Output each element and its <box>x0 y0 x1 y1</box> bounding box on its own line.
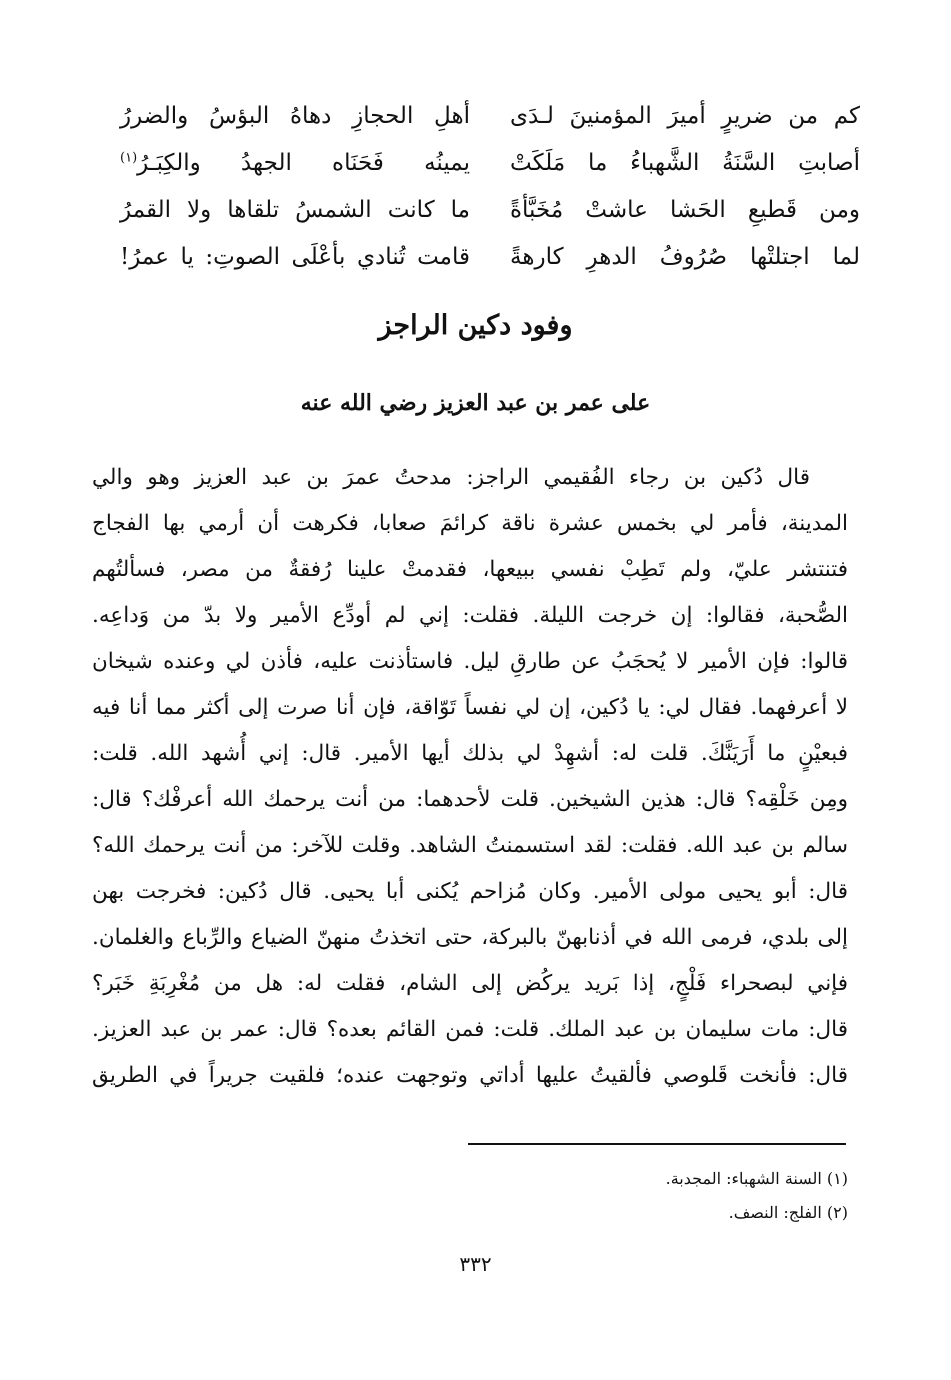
text-line: فبعيْنٍ ما أَرَيَنَّكَ. قلت له: أشهِدْ لي بذلك أيها الأمير. قال: إني أُشهد الله. قلت: <box>92 741 848 766</box>
footnote-number: (١) <box>826 1169 848 1188</box>
footnote-text: السنة الشهباء: المجدبة. <box>665 1169 822 1188</box>
page-number: ٣٣٢ <box>459 1252 492 1276</box>
footnote <box>666 1196 848 1230</box>
verse-first-hemistich: أصابتِ السَّنَةُ الشَّهباءُ ما مَلَكَتْ <box>510 149 860 176</box>
text-line <box>92 961 848 1007</box>
footnotes <box>666 1162 848 1230</box>
footnote-number: (٢) <box>826 1203 848 1222</box>
section-subtitle: على عمر بن عبد العزيز رضي الله عنه <box>300 390 651 416</box>
footnote-reference: (١) <box>120 149 138 165</box>
verse-first-hemistich: ومن قَطيعِ الحَشا عاشتْ مُخَبَّأةً <box>510 196 860 223</box>
verse-second-hemistich-text: يمينُه فَحَنَاه الجهدُ والكِبَـرُ <box>137 149 470 176</box>
verse <box>120 186 860 233</box>
footnote-separator <box>468 1143 846 1145</box>
text-line: سالم بن عبد الله. فقلت: لقد استسمنتُ الشاهد. وقلت للآخر: من أنت يرحمك الله؟ <box>92 833 848 858</box>
text-line: المدينة، فأمر لي بخمس عشرة ناقة كرائمَ صعابا، فكرهت أن أرمي بها الفجاج <box>92 511 848 536</box>
text-line: فتنتشر عليّ، ولم تَطِبْ نفسي ببيعها، فقدمتْ علينا رُفقةٌ من مصر، فسألتُهم <box>92 557 848 582</box>
verse <box>120 139 860 186</box>
text-line: إلى بلدي، فرمى الله في أذنابهنّ بالبركة، حتى اتخذتُ منهنّ الضياع والرِّباع والغلمان. <box>92 925 848 950</box>
verse-second-hemistich: ما كانت الشمسُ تلقاها ولا القمرُ <box>120 196 470 223</box>
verse-second-hemistich: أهلِ الحجازِ دهاهُ البؤسُ والضررُ <box>120 102 470 129</box>
text-line: قال دُكين بن رجاء الفُقيمي الراجز: مدحتُ عمرَ بن عبد العزيز وهو والي <box>92 465 810 490</box>
poem <box>120 92 860 280</box>
text-line: لا أعرفهما. فقال لي: يا دُكين، إن لي نفساً تَوّاقة، فإن أنا صرت إلى أكثر مما أنا فيه <box>92 695 848 720</box>
section-title: وفود دكين الراجز <box>378 310 573 341</box>
verse-second-hemistich: قامت تُنادي بأعْلَى الصوتِ: يا عمرُ! <box>120 243 470 270</box>
text-line: قال: فأنخت قَلوصي فألقيتُ عليها أداتي وتوجهت عنده؛ فلقيت جريراً في الطريق <box>92 1063 848 1088</box>
text-line-content: فإني لبصحراء فَلْجٍ، إذا بَريد يركُض إلى الشام، فقلت له: هل من مُغْرِبَةِ خَبَر؟ <box>92 971 848 996</box>
footnote-text: الفلج: النصف. <box>728 1203 822 1222</box>
verse-second-hemistich <box>120 150 470 176</box>
text-line: قالوا: فإن الأمير لا يُحجَبُ عن طارقِ ليل. فاستأذنت عليه، فأذن لي وعنده شيخان <box>92 649 848 674</box>
text-line: قال: مات سليمان بن عبد الملك. قلت: فمن القائم بعده؟ قال: عمر بن عبد العزيز. <box>92 1017 848 1042</box>
text-line: ومِن خَلْقِه؟ قال: هذين الشيخين. قلت لأحدهما: من أنت يرحمك الله أعرفْك؟ قال: <box>92 787 848 812</box>
footnote <box>666 1162 848 1196</box>
text-line: الصُّحبة، فقالوا: إن خرجت الليلة. فقلت: إني لم أودِّع الأمير ولا بدّ من وَداعِه. <box>92 603 848 628</box>
verse <box>120 233 860 280</box>
verse-first-hemistich: لما اجتلتْها صُرُوفُ الدهرِ كارهةً <box>510 243 860 270</box>
text-line: قال: أبو يحيى مولى الأمير. وكان مُزاحم يُكنى أبا يحيى. قال دُكين: فخرجت بهن <box>92 879 848 904</box>
body-paragraph <box>92 455 848 1099</box>
verse-first-hemistich: كم من ضريرٍ أميرَ المؤمنينَ لـدَى <box>510 102 860 129</box>
verse <box>120 92 860 139</box>
